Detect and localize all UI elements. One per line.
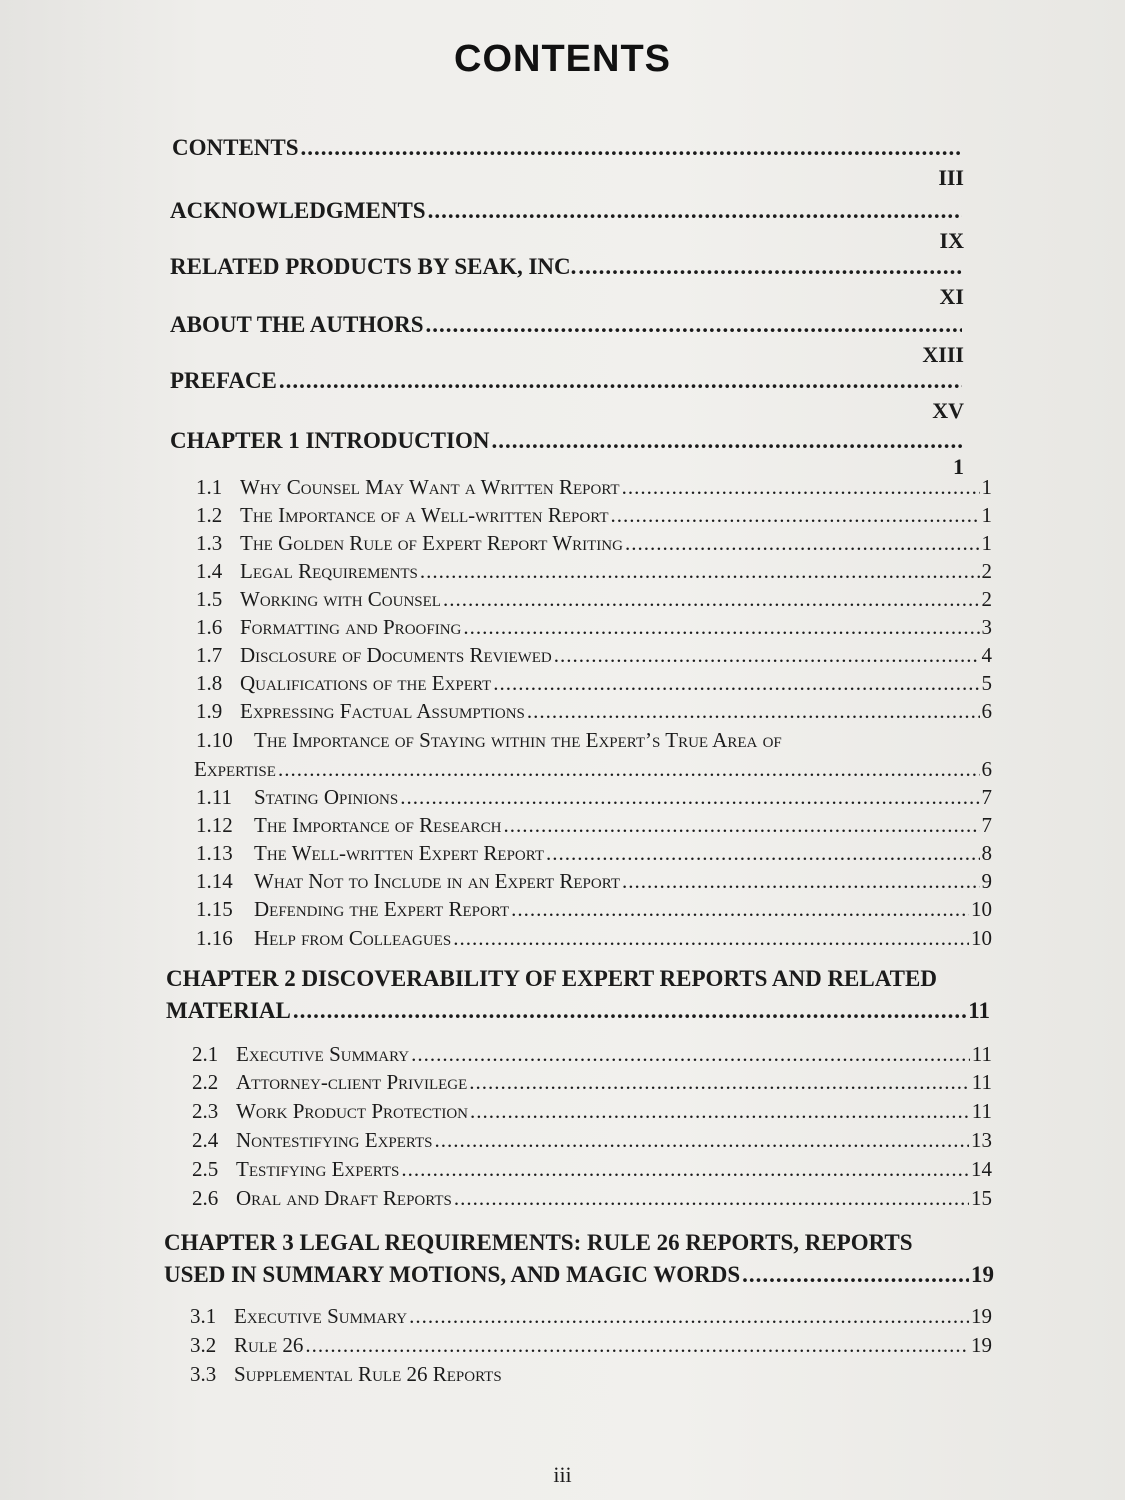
section-page: 15 — [971, 1186, 992, 1210]
dot-leader — [453, 926, 969, 951]
section-page: 4 — [981, 643, 992, 667]
section-page: 14 — [971, 1157, 992, 1181]
dot-leader — [435, 1128, 969, 1153]
toc-section — [196, 475, 992, 500]
toc-section — [196, 587, 992, 612]
toc-section — [196, 615, 992, 640]
dot-leader — [554, 643, 980, 668]
section-page: 2 — [981, 559, 992, 583]
toc-section — [196, 841, 992, 866]
section-title: Qualifications of the Expert — [240, 671, 492, 695]
toc-chapter-2 — [166, 966, 990, 992]
section-page: 1 — [981, 503, 992, 527]
toc-section — [196, 785, 992, 810]
section-page: 6 — [981, 699, 992, 723]
dot-leader — [279, 368, 962, 394]
section-number: 1.9 — [196, 699, 223, 723]
dot-leader — [454, 1186, 969, 1211]
section-title: Nontestifying Experts — [236, 1128, 433, 1152]
section-title: The Golden Rule of Expert Report Writing — [240, 531, 623, 555]
section-number: 2.3 — [192, 1099, 219, 1123]
section-title: Executive Summary — [236, 1042, 410, 1066]
dot-leader — [443, 587, 980, 612]
dot-leader — [491, 428, 962, 454]
toc-section — [196, 926, 992, 951]
entry-label: ABOUT THE AUTHORS — [170, 312, 424, 337]
section-number: 1.3 — [196, 531, 223, 555]
section-page: 19 — [971, 1304, 992, 1328]
section-page: 7 — [981, 785, 992, 809]
section-title: Expressing Factual Assumptions — [240, 699, 525, 723]
toc-entry-preface — [170, 368, 964, 424]
entry-page: XIII — [922, 342, 964, 367]
dot-leader — [293, 998, 966, 1024]
section-page: 10 — [971, 897, 992, 921]
chapter-label: CHAPTER 1 INTRODUCTION — [170, 428, 490, 453]
dot-leader — [527, 699, 980, 724]
dot-leader — [622, 869, 980, 894]
section-page: 2 — [981, 587, 992, 611]
section-page: 6 — [981, 757, 992, 781]
dot-leader — [305, 1333, 969, 1358]
toc-entry-acknowledgments — [170, 198, 964, 254]
section-title: Rule 26 — [234, 1333, 304, 1357]
section-title: Stating Opinions — [254, 785, 399, 809]
section-title: Defending the Expert Report — [254, 897, 510, 921]
section-number: 3.2 — [190, 1333, 217, 1357]
section-number: 3.1 — [190, 1304, 217, 1328]
entry-page: IX — [939, 228, 964, 253]
section-title: Work Product Protection — [236, 1099, 469, 1123]
dot-leader — [469, 1070, 969, 1095]
section-title: Disclosure of Documents Reviewed — [240, 643, 552, 667]
section-title: Executive Summary — [234, 1304, 408, 1328]
toc-section — [196, 897, 992, 922]
page-title: CONTENTS — [454, 38, 671, 80]
section-number: 3.3 — [190, 1362, 217, 1386]
dot-leader — [470, 1099, 970, 1124]
section-title: The Importance of a Well-written Report — [240, 503, 609, 527]
dot-leader — [278, 757, 980, 782]
section-title: Working with Counsel — [240, 587, 441, 611]
entry-label: CONTENTS — [172, 135, 299, 160]
chapter-page: 1 — [953, 454, 964, 479]
section-page: 1 — [981, 531, 992, 555]
dot-leader — [578, 254, 962, 280]
dot-leader — [611, 503, 980, 528]
section-number: 2.6 — [192, 1186, 219, 1210]
toc-section-wrapped — [196, 728, 992, 753]
toc-section — [196, 531, 992, 556]
page-number: iii — [553, 1462, 572, 1487]
dot-leader — [400, 785, 979, 810]
section-number: 1.11 — [196, 785, 232, 809]
section-page: 10 — [971, 926, 992, 950]
dot-leader — [625, 531, 980, 556]
section-number: 1.6 — [196, 615, 223, 639]
toc-section — [196, 503, 992, 528]
entry-page: XI — [939, 284, 964, 309]
section-title: Help from Colleagues — [254, 926, 452, 950]
section-title: The Importance of Research — [254, 813, 502, 837]
section-title: Testifying Experts — [236, 1157, 400, 1181]
toc-chapter-3-continuation — [164, 1262, 994, 1288]
entry-label: ACKNOWLEDGMENTS — [170, 198, 426, 223]
section-title: Supplemental Rule 26 Reports — [234, 1362, 502, 1386]
section-number: 2.1 — [192, 1042, 219, 1066]
section-title: Oral and Draft Reports — [236, 1186, 452, 1210]
section-number: 1.12 — [196, 813, 233, 837]
section-page: 11 — [971, 1042, 992, 1066]
toc-chapter-1 — [170, 428, 964, 480]
dot-leader — [463, 615, 979, 640]
toc-section — [192, 1042, 992, 1067]
section-number: 2.5 — [192, 1157, 219, 1181]
toc-entry-contents — [172, 135, 964, 191]
toc-section — [196, 671, 992, 696]
toc-section — [190, 1362, 992, 1387]
toc-section — [196, 559, 992, 584]
section-page: 1 — [981, 475, 992, 499]
section-number: 2.2 — [192, 1070, 219, 1094]
toc-entry-related-products — [170, 254, 964, 310]
chapter-label-continuation: MATERIAL — [166, 998, 291, 1023]
toc-section — [192, 1186, 992, 1211]
entry-page: XV — [932, 398, 964, 423]
dot-leader — [426, 312, 962, 338]
section-page: 11 — [971, 1070, 992, 1094]
dot-leader — [420, 559, 980, 584]
section-page: 5 — [981, 671, 992, 695]
toc-section — [190, 1304, 992, 1329]
section-title: The Importance of Staying within the Expert’s True Area of — [254, 728, 782, 752]
toc-entry-about-the-authors — [170, 312, 964, 368]
section-number: 1.5 — [196, 587, 223, 611]
section-number: 1.10 — [196, 728, 233, 752]
toc-chapter-3 — [164, 1230, 994, 1256]
chapter-page: 19 — [971, 1262, 994, 1287]
toc-section — [192, 1128, 992, 1153]
section-number: 1.1 — [196, 475, 223, 499]
chapter-label-continuation: USED IN SUMMARY MOTIONS, AND MAGIC WORDS — [164, 1262, 741, 1287]
dot-leader — [411, 1042, 970, 1067]
section-number: 1.7 — [196, 643, 223, 667]
section-page: 3 — [981, 615, 992, 639]
dot-leader — [428, 198, 962, 224]
section-title: The Well-written Expert Report — [254, 841, 545, 865]
toc-section-continuation — [194, 757, 992, 782]
toc-section — [192, 1099, 992, 1124]
toc-section — [196, 643, 992, 668]
section-page: 11 — [971, 1099, 992, 1123]
chapter-page: 11 — [968, 998, 990, 1023]
section-number: 1.8 — [196, 671, 223, 695]
section-number: 1.15 — [196, 897, 233, 921]
dot-leader — [401, 1157, 969, 1182]
section-title: Legal Requirements — [240, 559, 418, 583]
section-number: 2.4 — [192, 1128, 219, 1152]
section-number: 1.2 — [196, 503, 223, 527]
dot-leader — [493, 671, 979, 696]
section-number: 1.14 — [196, 869, 233, 893]
chapter-label: CHAPTER 3 LEGAL REQUIREMENTS: RULE 26 REPORTS, REPORTS — [164, 1230, 913, 1255]
section-page: 19 — [971, 1333, 992, 1357]
section-number: 1.16 — [196, 926, 233, 950]
section-title: Attorney-client Privilege — [236, 1070, 468, 1094]
section-number: 1.13 — [196, 841, 233, 865]
section-title: Why Counsel May Want a Written Report — [240, 475, 620, 499]
section-page: 13 — [971, 1128, 992, 1152]
chapter-label: CHAPTER 2 DISCOVERABILITY OF EXPERT REPORTS AND RELATED — [166, 966, 937, 991]
section-number: 1.4 — [196, 559, 223, 583]
dot-leader — [504, 813, 980, 838]
section-page: 7 — [981, 813, 992, 837]
section-title-continuation: Expertise — [194, 757, 276, 781]
toc-section — [196, 869, 992, 894]
entry-label: PREFACE — [170, 368, 277, 393]
section-page: 8 — [981, 841, 992, 865]
dot-leader — [742, 1262, 969, 1288]
toc-section — [196, 699, 992, 724]
toc-section — [190, 1333, 992, 1358]
section-page: 9 — [981, 869, 992, 893]
dot-leader — [622, 475, 980, 500]
dot-leader — [301, 135, 962, 161]
dot-leader — [409, 1304, 969, 1329]
section-title: Formatting and Proofing — [240, 615, 462, 639]
toc-chapter-2-continuation — [166, 998, 990, 1024]
toc-section — [192, 1070, 992, 1095]
toc-section — [192, 1157, 992, 1182]
entry-page: III — [938, 165, 964, 190]
section-title: What Not to Include in an Expert Report — [254, 869, 620, 893]
dot-leader — [546, 841, 979, 866]
toc-section — [196, 813, 992, 838]
dot-leader — [511, 897, 969, 922]
entry-label: RELATED PRODUCTS BY SEAK, INC. — [170, 254, 577, 279]
